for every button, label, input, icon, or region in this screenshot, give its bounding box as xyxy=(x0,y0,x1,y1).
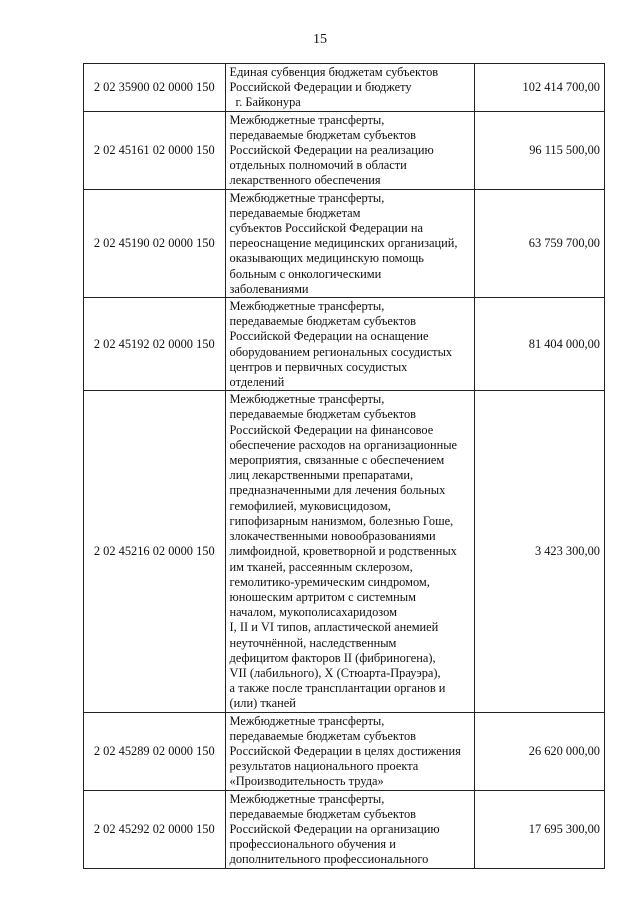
table-row xyxy=(84,790,605,868)
description-line: Межбюджетные трансферты, xyxy=(229,392,385,407)
description-line: оборудованием региональных сосудистых xyxy=(229,344,453,359)
description-line: передаваемые бюджетам субъектов xyxy=(229,407,417,422)
description-line: (или) тканей xyxy=(229,696,296,711)
description-line: передаваемые бюджетам xyxy=(229,205,361,220)
amount-cell: 26 620 000,00 xyxy=(475,712,605,790)
description-line: г. Байконура xyxy=(235,95,301,110)
description-line: гемолитико-уремическим синдромом, xyxy=(229,574,430,589)
description-line: Межбюджетные трансферты, xyxy=(229,190,385,205)
description-line: Российской Федерации и бюджету xyxy=(229,80,412,95)
description-line: началом, мукополисахаридозом xyxy=(229,605,397,620)
description-line: заболеваниями xyxy=(229,281,309,296)
description-cell xyxy=(225,64,475,112)
description-line: передаваемые бюджетам субъектов xyxy=(229,314,417,329)
description-line: злокачественными новообразованиями xyxy=(229,529,436,544)
table-row xyxy=(84,64,605,112)
description-line: профессионального обучения и xyxy=(229,837,396,852)
budget-code-cell: 2 02 45161 02 0000 150 xyxy=(84,111,226,189)
description-line: Межбюджетные трансферты, xyxy=(229,791,385,806)
description-line: лекарственного обеспечения xyxy=(229,173,381,188)
description-line: передаваемые бюджетам субъектов xyxy=(229,127,417,142)
description-cell xyxy=(225,111,475,189)
description-line: мероприятия, связанные с обеспечением xyxy=(229,453,445,468)
description-line: обеспечение расходов на организационные xyxy=(229,437,458,452)
budget-code-cell: 2 02 45190 02 0000 150 xyxy=(84,189,226,297)
budget-code-cell: 2 02 45292 02 0000 150 xyxy=(84,790,226,868)
budget-code-cell: 2 02 45216 02 0000 150 xyxy=(84,391,226,712)
table-row xyxy=(84,298,605,391)
description-line: отдельных полномочий в области xyxy=(229,158,407,173)
page-number: 15 xyxy=(313,32,327,47)
description-cell xyxy=(225,712,475,790)
budget-code-cell: 2 02 45289 02 0000 150 xyxy=(84,712,226,790)
description-cell xyxy=(225,391,475,712)
budget-code-cell: 2 02 35900 02 0000 150 xyxy=(84,64,226,112)
description-line: субъектов Российской Федерации на xyxy=(229,221,423,236)
amount-cell: 102 414 700,00 xyxy=(475,64,605,112)
description-line: передаваемые бюджетам субъектов xyxy=(229,806,417,821)
description-line: переоснащение медицинских организаций, xyxy=(229,236,458,251)
table-row xyxy=(84,712,605,790)
amount-cell: 63 759 700,00 xyxy=(475,189,605,297)
description-line: им тканей, рассеянным склерозом, xyxy=(229,559,413,574)
description-cell xyxy=(225,298,475,391)
description-line: а также после трансплантации органов и xyxy=(229,681,446,696)
description-line: Российской Федерации на организацию xyxy=(229,821,440,836)
description-line: предназначенными для лечения больных xyxy=(229,483,446,498)
description-line: Российской Федерации на оснащение xyxy=(229,329,429,344)
description-line: дополнительного профессионального xyxy=(229,852,429,867)
amount-cell: 81 404 000,00 xyxy=(475,298,605,391)
description-line: Межбюджетные трансферты, xyxy=(229,112,385,127)
description-line: Межбюджетные трансферты, xyxy=(229,713,385,728)
description-cell xyxy=(225,790,475,868)
description-line: VII (лабильного), X (Стюарта-Прауэра), xyxy=(229,665,441,680)
description-line: отделений xyxy=(229,375,285,390)
description-line: юношеским артритом с системным xyxy=(229,589,416,604)
description-line: лиц лекарственными препаратами, xyxy=(229,468,414,483)
description-line: Российской Федерации на реализацию xyxy=(229,143,434,158)
description-line: передаваемые бюджетам субъектов xyxy=(229,728,417,743)
description-line: гемофилией, муковисцидозом, xyxy=(229,498,391,513)
description-line: I, II и VI типов, апластической анемией xyxy=(229,620,439,635)
amount-cell: 3 423 300,00 xyxy=(475,391,605,712)
description-line: оказывающих медицинскую помощь xyxy=(229,251,424,266)
description-line: лимфоидной, кроветворной и родственных xyxy=(229,544,457,559)
description-line: центров и первичных сосудистых xyxy=(229,359,408,374)
description-line: Российской Федерации в целях достижения xyxy=(229,743,461,758)
description-line: неуточнённой, наследственным xyxy=(229,635,397,650)
table-row xyxy=(84,189,605,297)
description-line: «Производительность труда» xyxy=(229,774,384,789)
description-line: дефицитом факторов II (фибриногена), xyxy=(229,650,436,665)
table-row xyxy=(84,391,605,712)
description-line: больным с онкологическими xyxy=(229,266,382,281)
description-line: Единая субвенция бюджетам субъектов xyxy=(229,65,439,79)
table-row xyxy=(84,111,605,189)
description-line: гипофизарным нанизмом, болезнью Гоше, xyxy=(229,513,454,528)
description-cell xyxy=(225,189,475,297)
description-line: результатов национального проекта xyxy=(229,759,419,774)
amount-cell: 96 115 500,00 xyxy=(475,111,605,189)
budget-code-cell: 2 02 45192 02 0000 150 xyxy=(84,298,226,391)
amount-cell: 17 695 300,00 xyxy=(475,790,605,868)
description-line: Российской Федерации на финансовое xyxy=(229,422,434,437)
budget-table xyxy=(83,63,605,869)
description-line: Межбюджетные трансферты, xyxy=(229,299,385,314)
